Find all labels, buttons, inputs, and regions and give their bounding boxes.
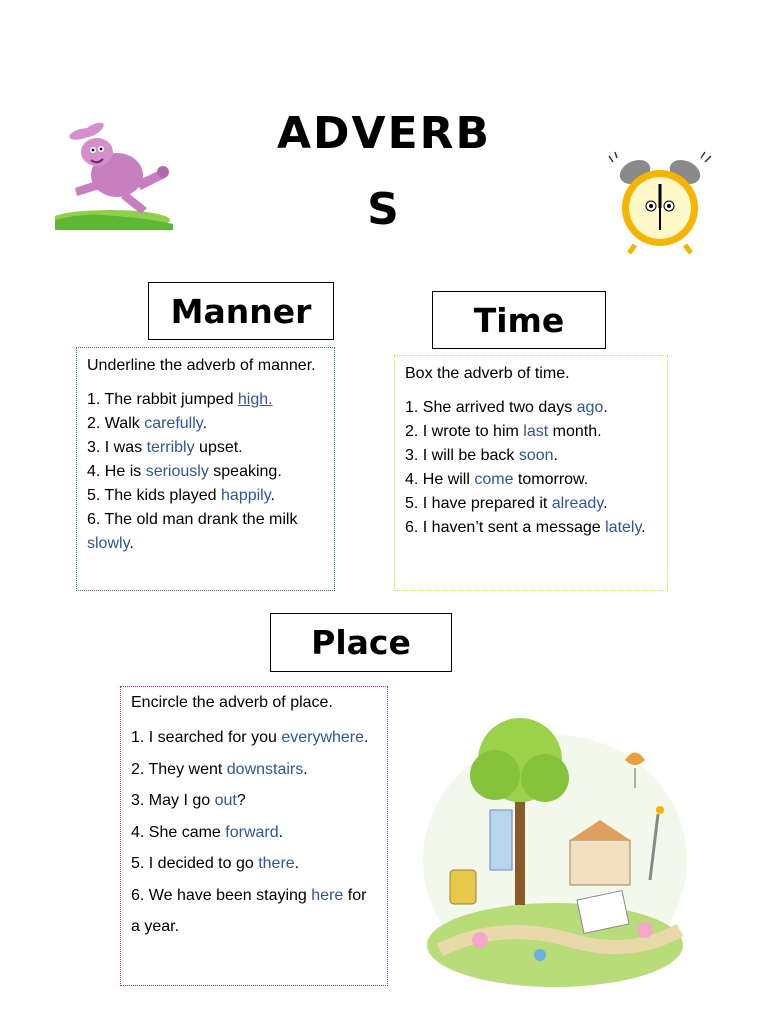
adverb-word: high.: [237, 391, 273, 408]
list-item: 3. May I go out?: [131, 792, 246, 809]
adverb-word: terribly: [146, 439, 195, 456]
list-item: 3. I was terribly upset.: [87, 439, 243, 456]
time-instruction: Box the adverb of time.: [405, 365, 570, 382]
list-item: 1. The rabbit jumped high.: [87, 391, 273, 408]
adverb-word: forward: [225, 823, 279, 841]
list-item: 5. I have prepared it already.: [405, 495, 608, 512]
adverb-word: come: [474, 471, 514, 488]
adverb-word: soon: [518, 447, 554, 464]
list-item: 6. We have been staying here for a year.: [131, 886, 367, 935]
adverb-word: last: [523, 423, 549, 440]
adverb-word: already: [551, 495, 604, 512]
adverb-word: lately: [605, 519, 642, 536]
list-item: 6. The old man drank the milk slowly.: [87, 511, 298, 552]
list-item: 4. He is seriously speaking.: [87, 463, 282, 480]
manner-heading: Manner: [148, 282, 334, 340]
time-exercise-box: [394, 355, 668, 591]
place-exercise-box: [120, 686, 388, 986]
page-title-line2: S: [367, 184, 401, 235]
list-item: 2. They went downstairs.: [131, 760, 308, 778]
adverb-word: everywhere: [281, 729, 365, 746]
list-item: 6. I haven’t sent a message lately.: [405, 519, 646, 536]
alarm-clock-icon: [605, 150, 715, 255]
list-item: 2. I wrote to him last month.: [405, 423, 602, 440]
adverb-word: ago: [576, 399, 604, 416]
list-item: 5. The kids played happily.: [87, 487, 275, 504]
adverb-word: carefully: [144, 415, 203, 432]
garden-scene-illustration: [420, 690, 690, 990]
list-item: 4. She came forward.: [131, 823, 284, 841]
list-item: 1. She arrived two days ago.: [405, 399, 608, 416]
adverb-word: there: [258, 855, 295, 872]
list-item: 2. Walk carefully.: [87, 415, 208, 432]
list-item: 5. I decided to go there.: [131, 855, 300, 872]
time-heading: Time: [432, 291, 606, 349]
page-title-line1: ADVERB: [276, 108, 492, 159]
adverb-word: downstairs: [226, 760, 304, 778]
adverb-word: out: [214, 792, 237, 809]
list-item: 3. I will be back soon.: [405, 447, 558, 464]
running-rabbit-icon: [55, 120, 175, 235]
list-item: 1. I searched for you everywhere.: [131, 729, 369, 746]
adverb-word: seriously: [145, 463, 209, 480]
list-item: 4. He will come tomorrow.: [405, 471, 589, 488]
place-heading: Place: [270, 613, 452, 672]
place-instruction: Encircle the adverb of place.: [131, 694, 333, 711]
manner-instruction: Underline the adverb of manner.: [87, 357, 316, 374]
adverb-word: slowly: [87, 535, 130, 552]
adverb-word: happily: [221, 487, 271, 504]
manner-exercise-box: [76, 347, 335, 591]
adverb-word: here: [311, 886, 344, 904]
